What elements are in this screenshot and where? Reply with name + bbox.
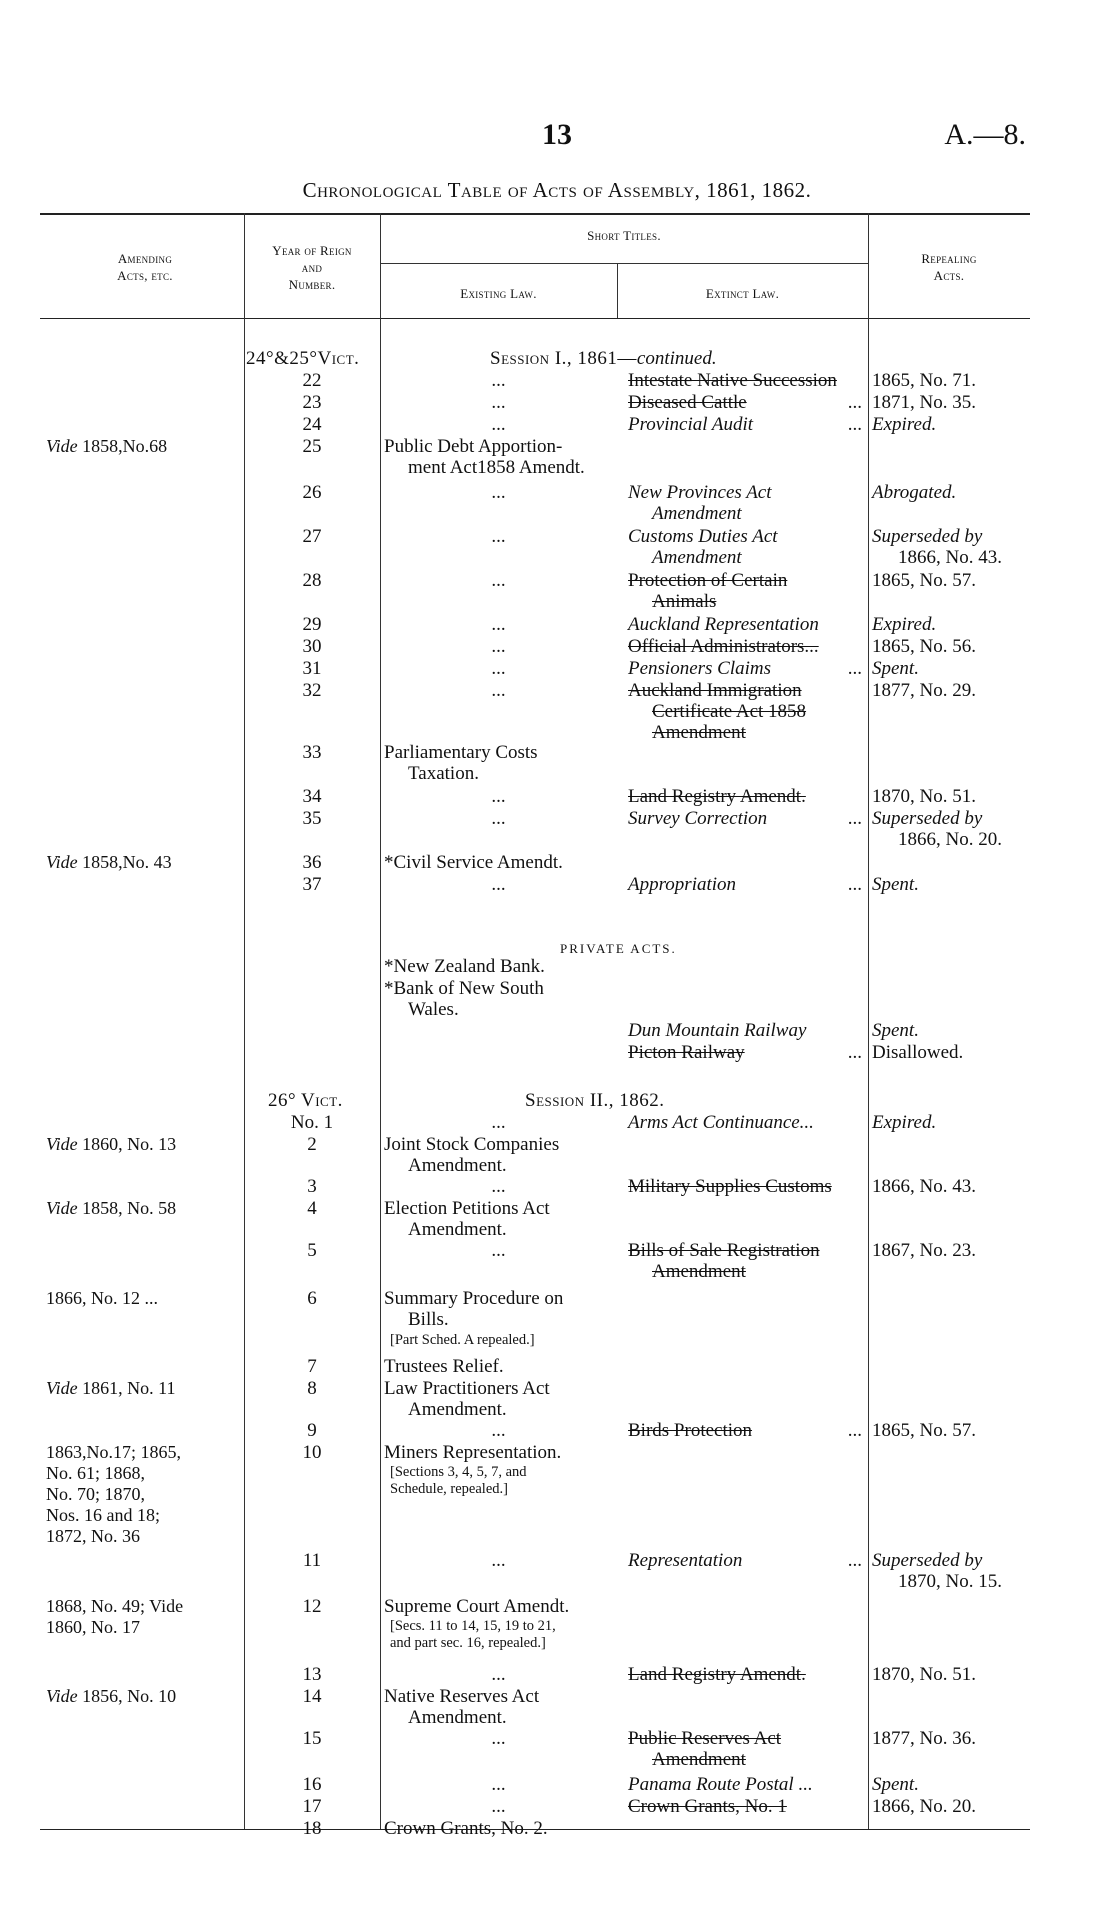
vide-ref: 1858,No. 43 [77, 852, 172, 872]
row-number: 35 [302, 808, 322, 829]
repealing-act: Expired. [872, 1112, 937, 1133]
row-number: 8 [307, 1378, 317, 1399]
session1-reign: 24°&25°Vict. [246, 348, 360, 369]
header-year: Year of Reign and Number. [272, 243, 352, 292]
extinct-law-cont: Amendment [652, 547, 742, 568]
extinct-law [628, 1112, 862, 1133]
extinct-law [628, 1796, 862, 1817]
extinct-law-title: Pensioners Claims [628, 658, 772, 679]
repealing-act: Expired. [872, 614, 937, 635]
header-short-titles: Short Titles. [587, 228, 661, 243]
amending-act [46, 1378, 242, 1399]
repeal-note: [Part Sched. A repealed.] [390, 1332, 535, 1348]
header-existing: Existing Law. [460, 286, 537, 301]
private-rail-1: Dun Mountain Railway [628, 1020, 807, 1041]
row-number: 10 [302, 1442, 322, 1463]
existing-law: ... [491, 526, 506, 547]
existing-law-cont: Bills. [408, 1309, 449, 1330]
existing-law: Native Reserves Act [384, 1686, 540, 1707]
existing-law: ... [491, 1176, 506, 1197]
row-number: 32 [302, 680, 322, 701]
row-number: 26 [302, 482, 322, 503]
leader-dots: ... [847, 808, 862, 829]
leader-dots: ... [847, 414, 862, 435]
page-reference: A.—8. [944, 118, 1026, 151]
row-number: 11 [302, 1550, 322, 1571]
existing-law: ... [491, 414, 506, 435]
row-number: 33 [302, 742, 322, 763]
repealing-act: Spent. [872, 1774, 919, 1795]
vide-word: Vide [46, 1134, 78, 1154]
existing-law: Miners Representation. [384, 1442, 562, 1463]
extinct-law [628, 1728, 862, 1749]
header-bottom-rule [40, 318, 1030, 319]
existing-law: ... [491, 1796, 506, 1817]
col-divider-4 [868, 213, 869, 1829]
row-number: 31 [302, 658, 322, 679]
amending-act [46, 1198, 242, 1219]
extinct-law-cont: Amendment [652, 1261, 746, 1282]
extinct-law-cont: Amendment [652, 503, 742, 524]
extinct-law [628, 808, 862, 829]
amending-act: Nos. 16 and 18; [46, 1505, 160, 1525]
existing-law: ... [491, 1240, 506, 1261]
extinct-law [628, 482, 862, 503]
existing-law: ... [491, 1550, 506, 1571]
session2-reign: 26° Vict. [268, 1090, 343, 1111]
existing-law: ... [491, 1664, 506, 1685]
repeal-note: and part sec. 16, repealed.] [390, 1635, 546, 1651]
existing-law-cont: Taxation. [408, 763, 479, 784]
vide-ref: 1860, No. 13 [77, 1134, 177, 1154]
short-titles-subrule [380, 263, 868, 264]
existing-law: ... [491, 808, 506, 829]
row-number: 15 [302, 1728, 322, 1749]
private-bank-1: *New Zealand Bank. [384, 956, 545, 977]
existing-law: ... [491, 1774, 506, 1795]
row-number: 25 [302, 436, 322, 457]
col-divider-1 [244, 213, 245, 1829]
extinct-law-title: New Provinces Act [628, 482, 772, 503]
existing-law: Summary Procedure on [384, 1288, 564, 1309]
repealing-act: 1870, No. 51. [872, 786, 976, 807]
existing-law: *Civil Service Amendt. [384, 852, 563, 873]
repealing-act: Superseded by [872, 526, 983, 547]
existing-law: Joint Stock Companies [384, 1134, 560, 1155]
repealing-act-cont: 1870, No. 15. [898, 1571, 1002, 1592]
existing-law: ... [491, 570, 506, 591]
row-number: 23 [302, 392, 322, 413]
extinct-law-cont: Amendment [652, 1749, 746, 1770]
row-number: 34 [302, 786, 322, 807]
repealing-act: 1867, No. 23. [872, 1240, 976, 1261]
row-number: 24 [302, 414, 322, 435]
extinct-law [628, 414, 862, 435]
extinct-law [628, 1550, 862, 1571]
row-number: 29 [302, 614, 322, 635]
existing-law: Public Debt Apportion- [384, 436, 563, 457]
repealing-act: 1877, No. 29. [872, 680, 976, 701]
extinct-law [628, 1664, 862, 1685]
row-number: 9 [307, 1420, 317, 1441]
extinct-law [628, 658, 862, 679]
extinct-law [628, 392, 862, 413]
repeal-note: [Secs. 11 to 14, 15, 19 to 21, [390, 1618, 556, 1634]
leader-dots: ... [847, 658, 862, 679]
vide-word: Vide [46, 436, 78, 456]
repealing-act: 1865, No. 57. [872, 570, 976, 591]
vide-word: Vide [46, 1198, 78, 1218]
repeal-note: [Sections 3, 4, 5, 7, and [390, 1464, 527, 1480]
row-number: 6 [307, 1288, 317, 1309]
extinct-law-title: Protection of Certain [628, 570, 788, 591]
existing-law: ... [491, 1420, 506, 1441]
extinct-law [628, 1420, 862, 1441]
vide-word: Vide [46, 1378, 78, 1398]
row-number: 36 [302, 852, 322, 873]
existing-law-cont: Amendment. [408, 1155, 507, 1176]
extinct-law [628, 636, 862, 657]
existing-law: ... [491, 614, 506, 635]
extinct-law-title: Intestate Native Succession [628, 370, 837, 391]
repealing-act: 1866, No. 43. [872, 1176, 976, 1197]
repealing-act: 1866, No. 20. [872, 1796, 976, 1817]
extinct-law-title: Auckland Immigration [628, 680, 802, 701]
vide-ref: 1858, No. 58 [77, 1198, 177, 1218]
extinct-law-title: Appropriation [628, 874, 737, 895]
col-divider-2 [380, 213, 381, 1829]
extinct-law-title: Official Administrators... [628, 636, 819, 657]
extinct-law [628, 1240, 862, 1261]
extinct-law-title: Crown Grants, No. 1 [628, 1796, 787, 1817]
extinct-law-title: Birds Protection [628, 1420, 753, 1441]
existing-law-cont: ment Act1858 Amendt. [408, 457, 585, 478]
repealing-act: Spent. [872, 874, 919, 895]
repealing-act: Superseded by [872, 1550, 983, 1571]
existing-law: ... [491, 658, 506, 679]
existing-law: ... [491, 370, 506, 391]
private-rail-2-repeal: Disallowed. [872, 1042, 964, 1063]
private-rail-2: Picton Railway ... [628, 1042, 862, 1063]
amending-act [46, 852, 242, 873]
vide-ref: 1861, No. 11 [77, 1378, 176, 1398]
existing-law: Election Petitions Act [384, 1198, 550, 1219]
extinct-law [628, 370, 862, 391]
extinct-law [628, 1774, 862, 1795]
amending-act: 1863,No.17; 1865, [46, 1442, 181, 1462]
extinct-law-title: Survey Correction [628, 808, 768, 829]
repealing-act-cont: 1866, No. 20. [898, 829, 1002, 850]
repealing-act: 1865, No. 57. [872, 1420, 976, 1441]
row-number: 30 [302, 636, 322, 657]
amending-act: 1868, No. 49; Vide [46, 1596, 184, 1616]
leader-dots: ... [847, 874, 862, 895]
vide-ref: 1858,No.68 [77, 436, 168, 456]
row-number: 4 [307, 1198, 317, 1219]
repealing-act: 1870, No. 51. [872, 1664, 976, 1685]
row-number: 17 [302, 1796, 322, 1817]
existing-law: Crown Grants, No. 2. [384, 1818, 548, 1839]
extinct-law [628, 786, 862, 807]
repeal-note: Schedule, repealed.] [390, 1481, 508, 1497]
amending-act: No. 61; 1868, [46, 1463, 145, 1483]
existing-law: Supreme Court Amendt. [384, 1596, 570, 1617]
row-number: 13 [302, 1664, 322, 1685]
extinct-law-title: Panama Route Postal ... [628, 1774, 813, 1795]
repealing-act: 1877, No. 36. [872, 1728, 976, 1749]
private-acts-label: PRIVATE ACTS. [560, 941, 677, 956]
existing-law-cont: Amendment. [408, 1707, 507, 1728]
extinct-law-title: Military Supplies Customs [628, 1176, 832, 1197]
row-number: 5 [307, 1240, 317, 1261]
extinct-law-title: Representation [628, 1550, 743, 1571]
top-rule [40, 213, 1030, 215]
existing-law: ... [491, 1112, 506, 1133]
private-rail-1-repeal: Spent. [872, 1020, 919, 1041]
existing-law: ... [491, 786, 506, 807]
page-number: 13 [542, 118, 572, 151]
header-extinct: Extinct Law. [705, 286, 780, 301]
existing-law-cont: Amendment. [408, 1219, 507, 1240]
row-number: 16 [302, 1774, 322, 1795]
existing-law-cont: Amendment. [408, 1399, 507, 1420]
extinct-law [628, 680, 862, 701]
row-number: 22 [302, 370, 322, 391]
extinct-law-title: Bills of Sale Registration [628, 1240, 820, 1261]
existing-law: ... [491, 636, 506, 657]
row-number: 2 [307, 1134, 317, 1155]
existing-law: ... [491, 874, 506, 895]
extinct-law-title: Land Registry Amendt. [628, 1664, 806, 1685]
amending-act [46, 1686, 242, 1707]
leader-dots: ... [847, 392, 862, 413]
session1-label: Session I., 1861—continued. [490, 348, 717, 369]
existing-law: Law Practitioners Act [384, 1378, 550, 1399]
repealing-act: Superseded by [872, 808, 983, 829]
amending-act: 1872, No. 36 [46, 1526, 140, 1546]
row-number: 12 [302, 1596, 322, 1617]
extinct-law [628, 1176, 862, 1197]
existing-law: ... [491, 482, 506, 503]
private-bank-2: *Bank of New South Wales. [384, 978, 544, 1020]
repealing-act-cont: 1866, No. 43. [898, 547, 1002, 568]
repealing-act: 1871, No. 35. [872, 392, 976, 413]
extinct-law-title: Land Registry Amendt. [628, 786, 806, 807]
existing-law: ... [491, 680, 506, 701]
extinct-law [628, 874, 862, 895]
vide-ref: 1856, No. 10 [77, 1686, 177, 1706]
extinct-law-cont: Amendment [652, 722, 746, 743]
extinct-law-title: Diseased Cattle [628, 392, 747, 413]
row-number: 7 [307, 1356, 317, 1377]
extinct-law [628, 614, 862, 635]
repealing-act: Abrogated. [872, 482, 957, 503]
amending-act: No. 70; 1870, [46, 1484, 145, 1504]
row-number: 14 [302, 1686, 322, 1707]
amending-act [46, 1134, 242, 1155]
existing-law: Parliamentary Costs [384, 742, 538, 763]
header-amending: Amending Acts, etc. [117, 251, 173, 283]
row-number: 37 [302, 874, 322, 895]
leader-dots: ... [847, 1550, 862, 1571]
extinct-law-title: Auckland Representation [628, 614, 819, 635]
extinct-law-cont: Certificate Act 1858 [652, 701, 807, 722]
existing-law: ... [491, 392, 506, 413]
row-number: 18 [302, 1818, 322, 1839]
repealing-act: Expired. [872, 414, 937, 435]
extinct-law-title: Arms Act Continuance... [628, 1112, 814, 1133]
extinct-law [628, 526, 862, 547]
extinct-law [628, 570, 862, 591]
repealing-act: Spent. [872, 658, 919, 679]
leader-dots: ... [847, 1420, 862, 1441]
extinct-law-cont: Animals [652, 591, 717, 612]
extinct-law-title: Public Reserves Act [628, 1728, 782, 1749]
amending-act: 1860, No. 17 [46, 1617, 140, 1637]
repealing-act: 1865, No. 71. [872, 370, 976, 391]
amending-act [46, 436, 242, 457]
row-number: 27 [302, 526, 322, 547]
extinct-law-title: Provincial Audit [628, 414, 754, 435]
existing-law: Trustees Relief. [384, 1356, 504, 1377]
vide-word: Vide [46, 852, 78, 872]
table-title: Chronological Table of Acts of Assembly, 1861, 1862. [302, 178, 812, 202]
repealing-act: 1865, No. 56. [872, 636, 976, 657]
amending-act: 1866, No. 12 ... [46, 1288, 158, 1308]
existing-law: ... [491, 1728, 506, 1749]
row-number: 28 [302, 570, 322, 591]
header-repealing: Repealing Acts. [921, 251, 977, 283]
vide-word: Vide [46, 1686, 78, 1706]
extinct-law-title: Customs Duties Act [628, 526, 778, 547]
row-number: 3 [307, 1176, 317, 1197]
session2-label: Session II., 1862. [525, 1090, 665, 1111]
row-number: No. 1 [290, 1112, 334, 1133]
